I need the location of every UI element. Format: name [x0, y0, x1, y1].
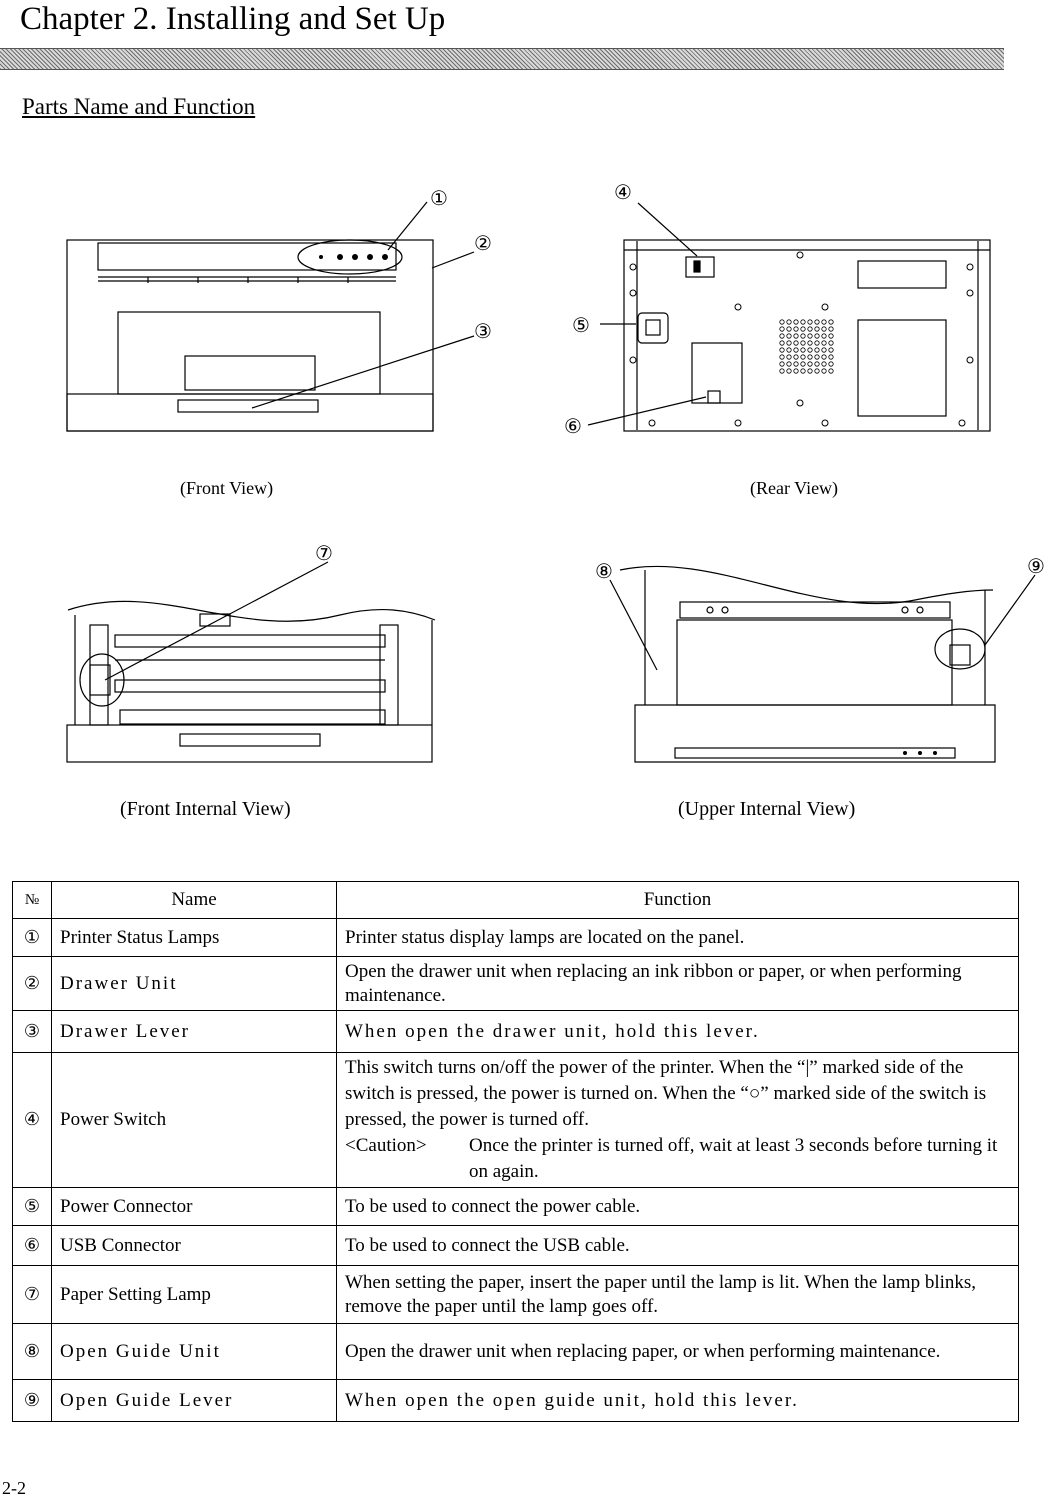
header-name: Name [52, 882, 337, 919]
callout-2: ② [474, 231, 492, 255]
callout-7: ⑦ [315, 541, 333, 565]
row-number: ⑨ [13, 1380, 52, 1422]
row-number: ⑦ [13, 1266, 52, 1324]
caption-front-view: (Front View) [180, 478, 274, 498]
table-row [13, 1324, 1019, 1380]
part-function: When open the drawer unit, hold this lever. [337, 1011, 1019, 1053]
part-function: This switch turns on/off the power of the printer. When the “|” marked side of the switch is pressed, the power is turned on. When the “○” marked side of the switch is pressed, the power is turned off. [345, 1057, 987, 1130]
header-function: Function [337, 882, 1019, 919]
row-number: ③ [13, 1011, 52, 1053]
row-number: ① [13, 919, 52, 957]
part-function: Printer status display lamps are located on the panel. [337, 919, 1019, 957]
front-internal-view-diagram [60, 540, 450, 775]
caption-upper-internal-view: (Upper Internal View) [678, 798, 856, 820]
part-function: When open the open guide unit, hold this lever. [337, 1380, 1019, 1422]
callout-3: ③ [474, 319, 492, 343]
callout-6: ⑥ [564, 414, 582, 438]
row-number: ② [13, 957, 52, 1011]
parts-table [12, 881, 1019, 1422]
part-name: Drawer Unit [52, 957, 337, 1011]
caution-label: <Caution> [345, 1135, 427, 1156]
callout-5: ⑤ [572, 313, 590, 337]
caption-front-internal-view: (Front Internal View) [120, 798, 291, 820]
part-name: Paper Setting Lamp [52, 1266, 337, 1324]
chapter-title: Chapter 2. Installing and Set Up [20, 1, 446, 37]
table-header-row [13, 882, 1019, 919]
table-row [13, 1011, 1019, 1053]
front-view-diagram [50, 175, 510, 445]
callout-1: ① [430, 186, 448, 210]
caption-rear-view: (Rear View) [750, 478, 839, 498]
table-row [13, 1380, 1019, 1422]
part-function: To be used to connect the power cable. [337, 1188, 1019, 1226]
part-name: Power Connector [52, 1188, 337, 1226]
part-function: Open the drawer unit when replacing an ink ribbon or paper, or when performing maintenance. [337, 957, 1019, 1011]
section-heading: Parts Name and Function [22, 94, 256, 119]
part-function: When setting the paper, insert the paper until the lamp is lit. When the lamp blinks, remove the paper until the lamp goes off. [337, 1266, 1019, 1324]
row-number: ⑧ [13, 1324, 52, 1380]
upper-internal-view-diagram [565, 540, 1045, 775]
caution-text: Once the printer is turned off, wait at least 3 seconds before turning it on again. [469, 1135, 998, 1182]
part-name: Printer Status Lamps [52, 919, 337, 957]
table-row [13, 1053, 1019, 1188]
callout-9: ⑨ [1027, 554, 1045, 578]
table-row [13, 919, 1019, 957]
row-number: ⑤ [13, 1188, 52, 1226]
part-function: Open the drawer unit when replacing paper, or when performing maintenance. [337, 1324, 1019, 1380]
caution-note [345, 1133, 1010, 1185]
part-name: Power Switch [52, 1053, 337, 1188]
part-function-cell [337, 1053, 1019, 1188]
chapter-title-bar [0, 48, 1004, 70]
table-row [13, 957, 1019, 1011]
table-row [13, 1226, 1019, 1266]
header-no: № [13, 882, 52, 919]
row-number: ⑥ [13, 1226, 52, 1266]
part-name: Open Guide Lever [52, 1380, 337, 1422]
part-function: To be used to connect the USB cable. [337, 1226, 1019, 1266]
part-name: Drawer Lever [52, 1011, 337, 1053]
callout-4: ④ [614, 180, 632, 204]
table-row [13, 1266, 1019, 1324]
rear-view-diagram [560, 175, 1000, 445]
page-number: 2-2 [2, 1478, 26, 1498]
part-name: USB Connector [52, 1226, 337, 1266]
callout-8: ⑧ [595, 559, 613, 583]
table-row [13, 1188, 1019, 1226]
part-name: Open Guide Unit [52, 1324, 337, 1380]
row-number: ④ [13, 1053, 52, 1188]
